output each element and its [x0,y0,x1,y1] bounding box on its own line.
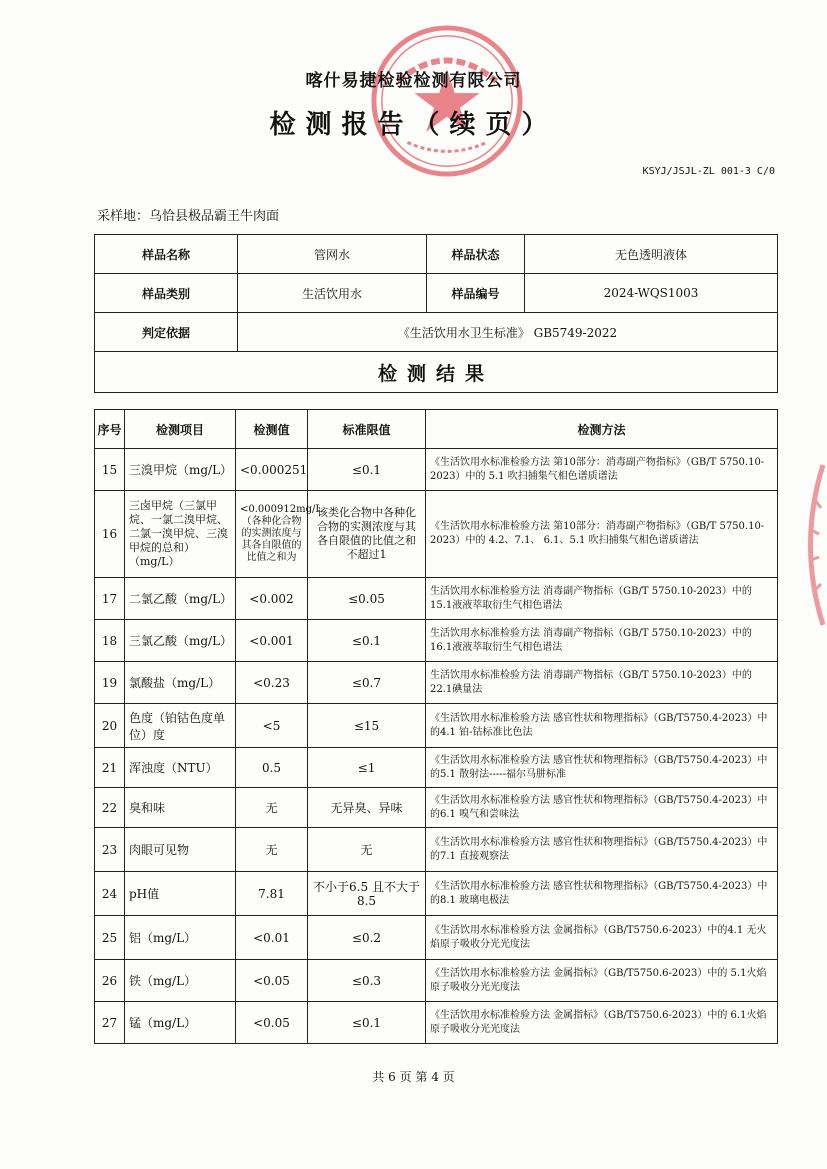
row-value: <0.05 [236,1002,308,1044]
row-limit: 无异臭、异味 [308,788,426,828]
header-no: 序号 [95,410,125,449]
row-limit: ≤0.1 [308,620,426,662]
row-no: 24 [95,872,125,916]
header-method: 检测方法 [426,410,778,449]
row-method: 《生活饮用水标准检验方法 感官性状和物理指标》（GB/T5750.4-2023）中的4.1 铂-钴标准比色法 [426,704,778,748]
table-row [95,1002,778,1044]
row-no: 18 [95,620,125,662]
row-value: <0.01 [236,916,308,960]
row-method: 《生活饮用水标准检验方法 感官性状和物理指标》（GB/T5750.4-2023）中的5.1 散射法-----福尔马肼标准 [426,748,778,788]
sampling-site: 采样地：乌恰县极品霸王牛肉面 [97,209,280,224]
basis-label: 判定依据 [95,313,238,352]
company-name: 喀什易捷检验检测有限公司 [305,71,522,91]
row-item: 铁（mg/L） [125,960,236,1002]
row-no: 27 [95,1002,125,1044]
row-method: 《生活饮用水标准检验方法 感官性状和物理指标》（GB/T5750.4-2023）中的8.1 玻璃电极法 [426,872,778,916]
results-header-row [95,410,778,449]
row-value: <0.000912mg/L（各种化合物的实测浓度与其各自限值的比值之和为 [236,491,308,578]
row-limit: 不小于6.5 且不大于8.5 [308,872,426,916]
header-limit: 标准限值 [308,410,426,449]
row-item: 三卤甲烷（三氯甲烷、一氯二溴甲烷、二氯一溴甲烷、三溴甲烷的总和）（mg/L） [125,491,236,578]
row-no: 20 [95,704,125,748]
row-value: <0.002 [236,578,308,620]
basis-value: 《生活饮用水卫生标准》 GB5749-2022 [238,313,778,352]
row-limit: 无 [308,828,426,872]
row-item: 三溴甲烷（mg/L） [125,449,236,491]
row-method: 《生活饮用水标准检验方法 感官性状和物理指标》（GB/T5750.4-2023）中的6.1 嗅气和尝味法 [426,788,778,828]
row-limit: ≤0.1 [308,449,426,491]
row-value: 无 [236,788,308,828]
row-value: 无 [236,828,308,872]
row-limit: 该类化合物中各种化合物的实测浓度与其各自限值的比值之和不超过1 [308,491,426,578]
row-no: 26 [95,960,125,1002]
header-item: 检测项目 [125,410,236,449]
results-band-title: 检测结果 [95,352,778,393]
row-limit: ≤0.1 [308,1002,426,1044]
row-method: 《生活饮用水标准检验方法 第10部分：消毒副产物指标》（GB/T 5750.10-2023）中的 4.2、7.1、 6.1、5.1 吹扫捕集气相色谱质谱法 [426,491,778,578]
table-row [95,578,778,620]
header-value: 检测值 [236,410,308,449]
row-no: 19 [95,662,125,704]
row-no: 17 [95,578,125,620]
table-row [95,916,778,960]
row-item: 臭和味 [125,788,236,828]
table-row [95,872,778,916]
row-value: 7.81 [236,872,308,916]
sample-category-label: 样品类别 [95,274,238,313]
row-value: <0.000251 [236,449,308,491]
row-limit: ≤0.7 [308,662,426,704]
table-row [95,748,778,788]
report-title: 检测报告（续页） [269,110,558,140]
table-row [95,704,778,748]
row-value: <0.05 [236,960,308,1002]
row-item: 色度（铂钴色度单位）度 [125,704,236,748]
row-no: 25 [95,916,125,960]
row-value: <0.001 [236,620,308,662]
sample-state-value: 无色透明液体 [525,235,778,274]
table-row [95,620,778,662]
table-row [95,662,778,704]
sample-category-value: 生活饮用水 [238,274,427,313]
row-value: <5 [236,704,308,748]
page-seam-seal [793,460,827,630]
row-limit: ≤0.3 [308,960,426,1002]
results-table [94,409,778,1044]
row-no: 16 [95,491,125,578]
sample-code-value: 2024-WQS1003 [525,274,778,313]
row-method: 《生活饮用水标准检验方法 第10部分：消毒副产物指标》（GB/T 5750.10-2023）中的 5.1 吹扫捕集气相色谱质谱法 [426,449,778,491]
row-item: 铝（mg/L） [125,916,236,960]
row-method: 《生活饮用水标准检验方法 感官性状和物理指标》（GB/T5750.4-2023）中的7.1 直接观察法 [426,828,778,872]
row-item: 锰（mg/L） [125,1002,236,1044]
row-item: pH值 [125,872,236,916]
row-method: 生活饮用水标准检验方法 消毒副产物指标（GB/T 5750.10-2023）中的16.1液液萃取衍生气相色谱法 [426,620,778,662]
table-row [95,491,778,578]
row-limit: ≤15 [308,704,426,748]
row-no: 22 [95,788,125,828]
row-method: 《生活饮用水标准检验方法 金属指标》（GB/T5750.6-2023）中的 5.1火焰原子吸收分光光度法 [426,960,778,1002]
table-row [95,788,778,828]
row-no: 21 [95,748,125,788]
sample-name-label: 样品名称 [95,235,238,274]
official-seal-stamp [368,22,526,180]
row-limit: ≤0.2 [308,916,426,960]
row-value: <0.23 [236,662,308,704]
row-method: 生活饮用水标准检验方法 消毒副产物指标（GB/T 5750.10-2023）中的15.1液液萃取衍生气相色谱法 [426,578,778,620]
row-item: 三氯乙酸（mg/L） [125,620,236,662]
row-no: 23 [95,828,125,872]
row-value: 0.5 [236,748,308,788]
row-item: 氯酸盐（mg/L） [125,662,236,704]
row-item: 肉眼可见物 [125,828,236,872]
sample-info-table [94,234,778,393]
row-limit: ≤0.05 [308,578,426,620]
row-item: 二氯乙酸（mg/L） [125,578,236,620]
row-no: 15 [95,449,125,491]
sample-name-value: 管网水 [238,235,427,274]
table-row [95,449,778,491]
table-row [95,828,778,872]
document-number: KSYJ/JSJL-ZL 001-3 C/0 [642,166,775,177]
sample-code-label: 样品编号 [427,274,525,313]
row-item: 浑浊度（NTU） [125,748,236,788]
sample-state-label: 样品状态 [427,235,525,274]
row-method: 《生活饮用水标准检验方法 金属指标》（GB/T5750.6-2023）中的 6.1火焰原子吸收分光光度法 [426,1002,778,1044]
row-method: 《生活饮用水标准检验方法 金属指标》（GB/T5750.6-2023）中的4.1 无火焰原子吸收分光光度法 [426,916,778,960]
row-limit: ≤1 [308,748,426,788]
table-row [95,960,778,1002]
page-number: 共 6 页 第 4 页 [372,1070,455,1084]
row-method: 生活饮用水标准检验方法 消毒副产物指标（GB/T 5750.10-2023）中的22.1碘量法 [426,662,778,704]
